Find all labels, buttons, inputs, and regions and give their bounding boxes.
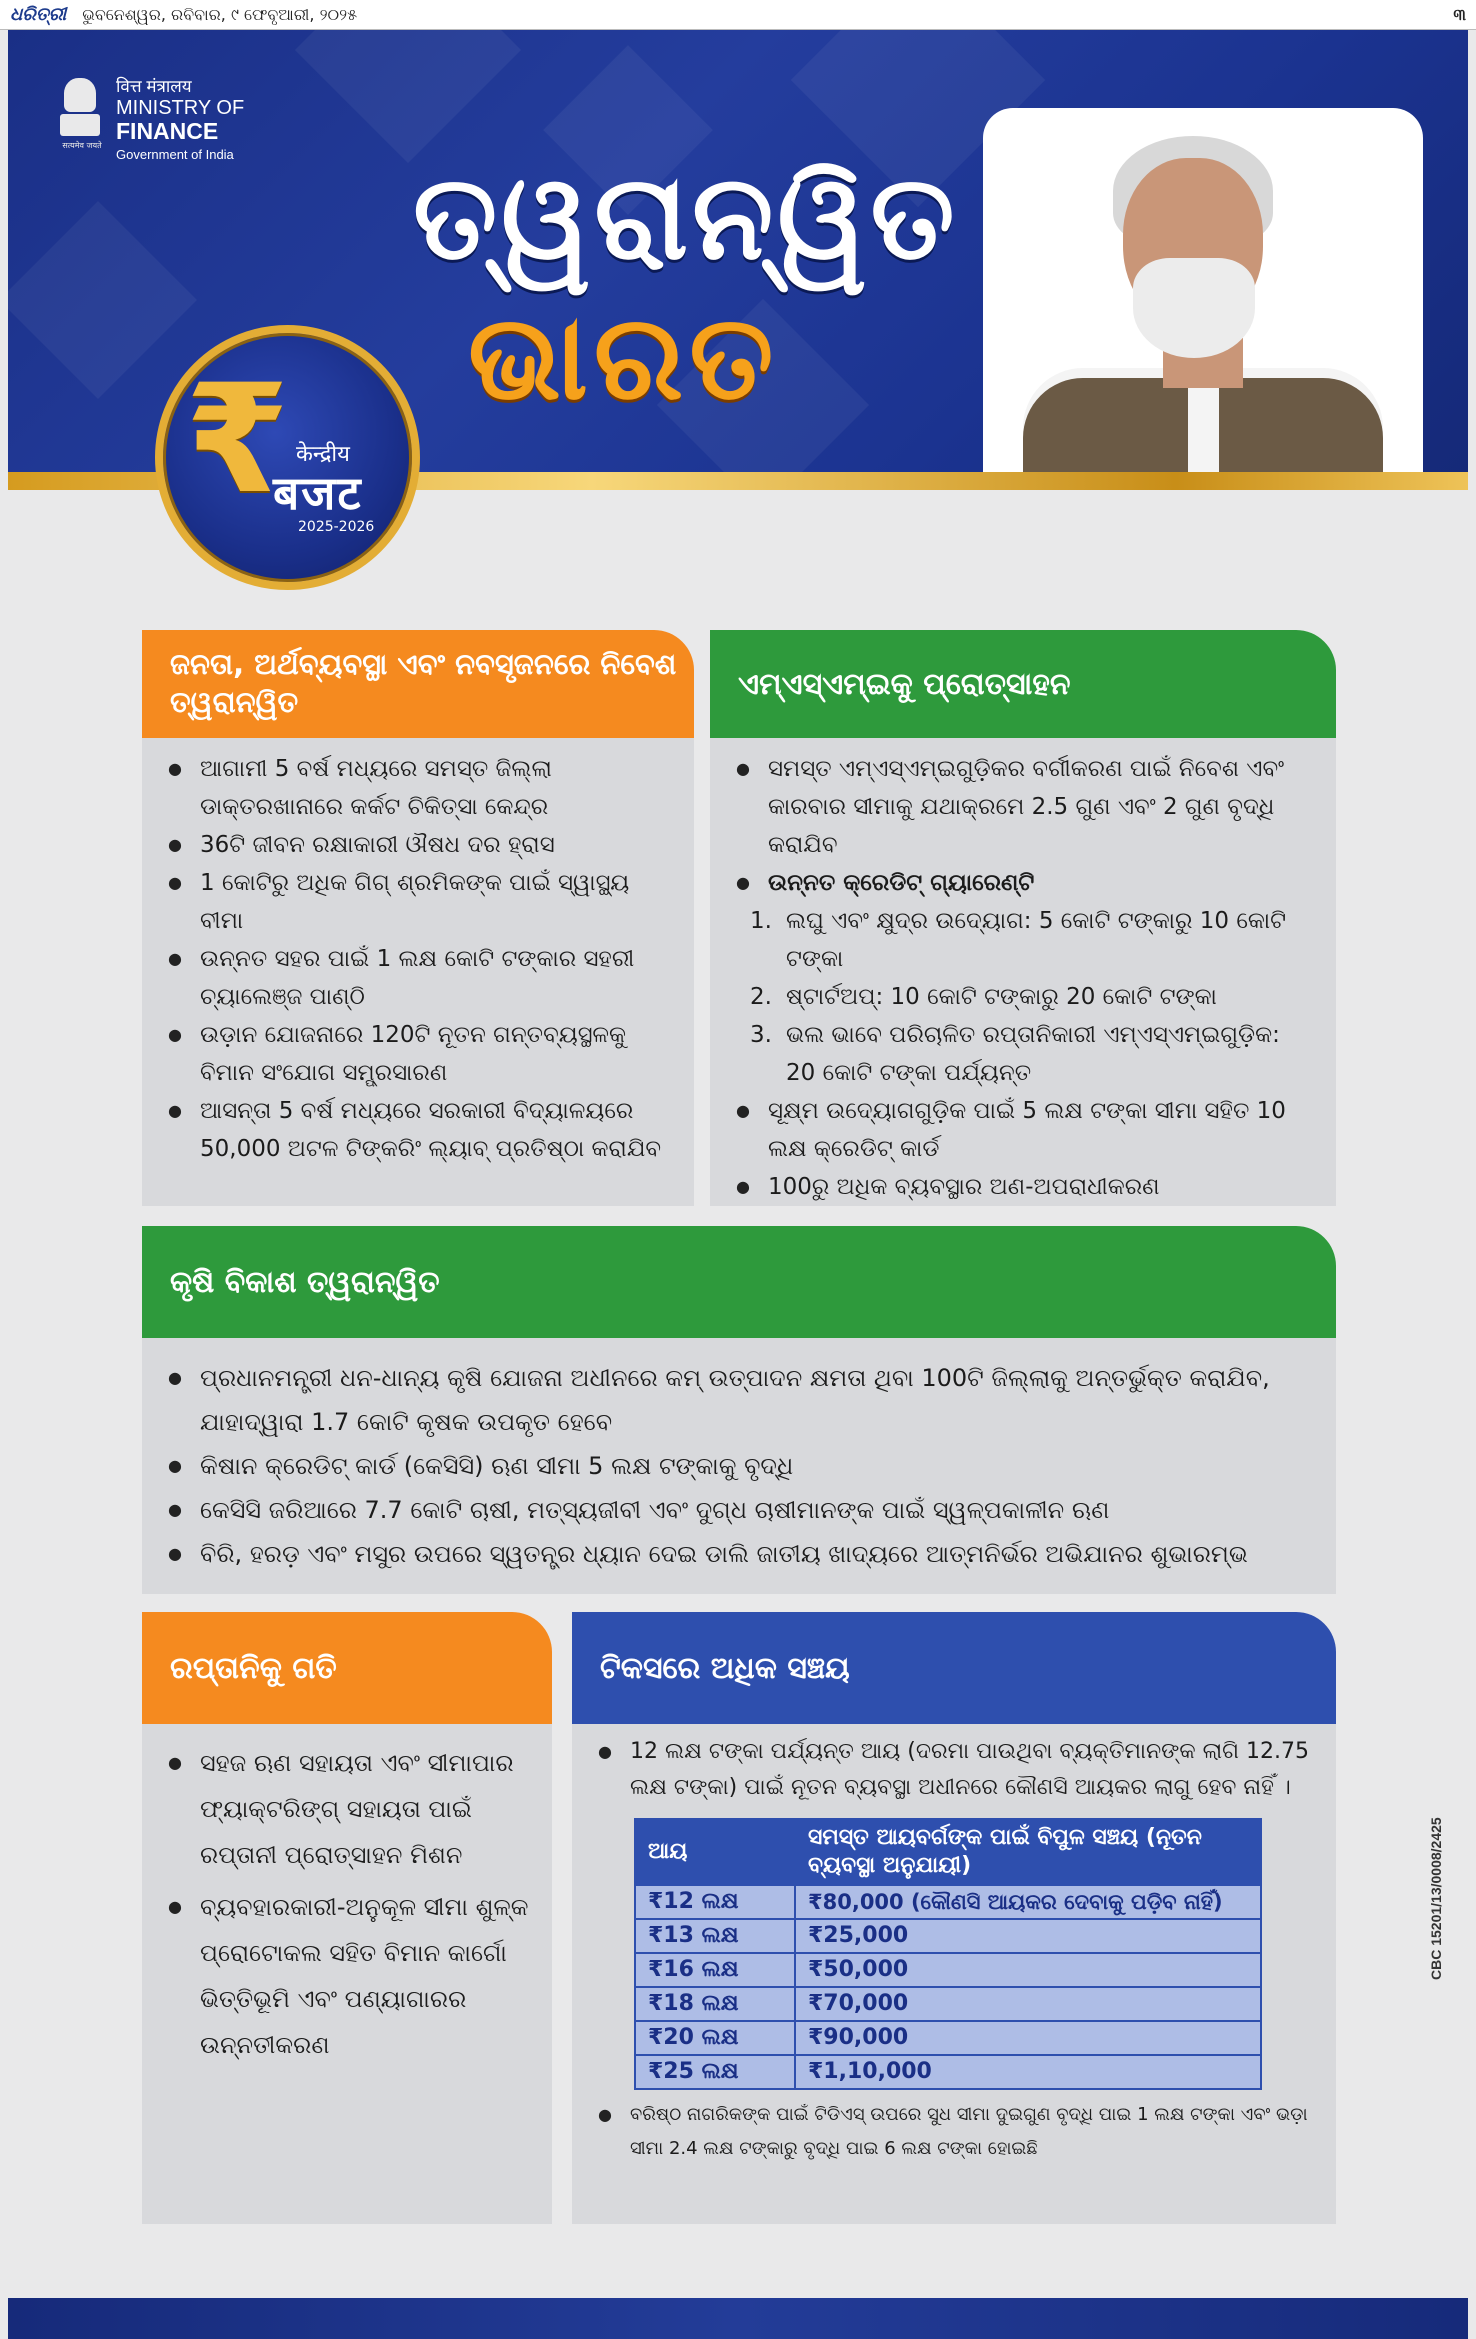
section-tax [572, 1612, 1336, 2224]
section-agri-heading: କୃଷି ବିକାଶ ତ୍ୱରାନ୍ୱିତ [142, 1226, 1336, 1338]
bottom-band [8, 2298, 1468, 2339]
bg-tile [8, 201, 197, 399]
list-item: ● ଆସନ୍ତା 5 ବର୍ଷ ମଧ୍ୟରେ ସରକାରୀ ବିଦ୍ୟାଳୟରେ 50,000 ଅଟଳ ଟିଙ୍କରିଂ ଲ୍ୟାବ୍ ପ୍ରତିଷ୍ଠା କରାଯିବ [164, 1092, 672, 1168]
table-row: ₹20 ଲକ୍ଷ ₹90,000 [635, 2021, 1261, 2055]
list-item: ● 1 କୋଟିରୁ ଅଧିକ ଗିଗ୍ ଶ୍ରମିକଙ୍କ ପାଇଁ ସ୍ୱାସ୍ଥ୍ୟ ବୀମା [164, 864, 672, 940]
list-item: 2. ଷ୍ଟାର୍ଟଅପ୍: 10 କୋଟି ଟଙ୍କାରୁ 20 କୋଟି ଟଙ୍କା [750, 984, 1217, 1010]
list-item: ● ଉଡ଼ାନ ଯୋଜନାରେ 120ଟି ନୂତନ ଗନ୍ତବ୍ୟସ୍ଥଳକୁ ବିମାନ ସଂଯୋଗ ସମ୍ପ୍ରସାରଣ [164, 1016, 672, 1092]
page-number: ୩ [1453, 4, 1466, 24]
ministry-logo [58, 78, 244, 162]
list-item: ● ପ୍ରଧାନମନ୍ତ୍ରୀ ଧନ-ଧାନ୍ୟ କୃଷି ଯୋଜନା ଅଧୀନରେ କମ୍ ଉତ୍ପାଦନ କ୍ଷମତା ଥିବା 100ଟି ଜିଲ୍ଲାକୁ ଅନ୍ତର୍ଭୁକ୍ତ କରାଯିବ, ଯାହାଦ୍ୱାରା 1.7 କୋଟି କୃଷକ ଉପକୃତ ହେବେ [164, 1356, 1314, 1444]
agri-list [164, 1356, 1314, 1576]
list-item: ● ଉନ୍ନତ ସହର ପାଇଁ 1 ଲକ୍ଷ କୋଟି ଟଙ୍କାର ସହରୀ ଚ୍ୟାଲେଞ୍ଜ ପାଣ୍ଠି [164, 940, 672, 1016]
list-item: ● କେସିସି ଜରିଆରେ 7.7 କୋଟି ଚାଷୀ, ମତ୍ସ୍ୟଜୀବୀ ଏବଂ ଦୁଗ୍ଧ ଚାଷୀମାନଙ୍କ ପାଇଁ ସ୍ୱଳ୍ପକାଳୀନ ଋଣ [164, 1488, 1314, 1532]
list-item: ● ଆଗାମୀ 5 ବର୍ଷ ମଧ୍ୟରେ ସମସ୍ତ ଜିଲ୍ଲା ଡାକ୍ତରଖାନାରେ କର୍କଟ ଚିକିତ୍ସା କେନ୍ଦ୍ର [164, 750, 672, 826]
list-item: ● ସୂକ୍ଷ୍ମ ଉଦ୍ୟୋଗଗୁଡ଼ିକ ପାଇଁ 5 ଲକ୍ଷ ଟଙ୍କା ସୀମା ସହିତ 10 ଲକ୍ଷ କ୍ରେଡିଟ୍ କାର୍ଡ [732, 1092, 1314, 1168]
budget-badge [155, 325, 420, 590]
bg-tile [295, 30, 521, 163]
investment-list [164, 750, 672, 1168]
ministry-line1: MINISTRY OF [116, 96, 245, 119]
list-item: 1. ଲଘୁ ଏବଂ କ୍ଷୁଦ୍ର ଉଦ୍ୟୋଗ: 5 କୋଟି ଟଙ୍କାରୁ 10 କୋଟି ଟଙ୍କା [750, 908, 1287, 972]
list-item: ● ସମସ୍ତ ଏମ୍ଏସ୍ଏମ୍ଇଗୁଡ଼ିକର ବର୍ଗୀକରଣ ପାଇଁ ନିବେଶ ଏବଂ କାରବାର ସୀମାକୁ ଯଥାକ୍ରମେ 2.5 ଗୁଣ ଏବଂ 2 ଗୁଣ ବୃଦ୍ଧି କରାଯିବ [732, 750, 1314, 864]
table-row: ₹25 ଲକ୍ଷ ₹1,10,000 [635, 2055, 1261, 2089]
list-item: 3. ଭଲ ଭାବେ ପରିଚାଳିତ ରପ୍ତାନିକାରୀ ଏମ୍ଏସ୍ଏମ୍ଇଗୁଡ଼ିକ: 20 କୋଟି ଟଙ୍କା ପର୍ଯ୍ୟନ୍ତ [750, 1022, 1280, 1086]
section-tax-heading: ଟିକସରେ ଅଧିକ ସଞ୍ଚୟ [572, 1612, 1336, 1724]
tax-savings-table [634, 1818, 1262, 2090]
pm-portrait [983, 88, 1423, 478]
section-investment [142, 630, 694, 1206]
cbc-code: CBC 15201/13/0008/2425 [1428, 1817, 1444, 1980]
list-item: ● ସହଜ ଋଣ ସହାୟତା ଏବଂ ସୀମାପାର ଫ୍ୟାକ୍ଟରିଙ୍ଗ୍ ସହାୟତା ପାଇଁ ରପ୍ତାନୀ ପ୍ରୋତ୍ସାହନ ମିଶନ [164, 1740, 530, 1878]
list-item: ● 36ଟି ଜୀବନ ରକ୍ଷାକାରୀ ଔଷଧ ଦର ହ୍ରାସ [164, 826, 672, 864]
list-item: ● ବ୍ୟବହାରକାରୀ-ଅନୁକୂଳ ସୀମା ଶୁଳ୍କ ପ୍ରୋଟୋକଲ ସହିତ ବିମାନ କାର୍ଗୋ ଭିତ୍ତିଭୂମି ଏବଂ ପଣ୍ୟାଗାରର ଉନ୍ନତୀକରଣ [164, 1884, 530, 2068]
list-item: ● ବିରି, ହରଡ଼ ଏବଂ ମସୁର ଉପରେ ସ୍ୱତନ୍ତ୍ର ଧ୍ୟାନ ଦେଇ ଡାଲି ଜାତୀୟ ଖାଦ୍ୟରେ ଆତ୍ମନିର୍ଭର ଅଭିଯାନର ଶୁଭାରମ୍ଭ [164, 1532, 1314, 1576]
table-header-income: ଆୟ [635, 1819, 795, 1885]
section-export-heading: ରପ୍ତାନିକୁ ଗତି [142, 1612, 552, 1724]
ministry-line2: FINANCE [116, 117, 219, 144]
section-export [142, 1612, 552, 2224]
national-emblem-icon: सत्यमेव जयते [58, 78, 102, 160]
badge-kendriya: केन्द्रीय [296, 442, 350, 467]
section-investment-heading: ଜନତା, ଅର୍ଥବ୍ୟବସ୍ଥା ଏବଂ ନବସୃଜନରେ ନିବେଶ ତ୍ୱରାନ୍ୱିତ [142, 630, 694, 738]
credit-guarantee-list [732, 902, 1314, 1092]
section-msme [710, 630, 1336, 1206]
newspaper-dateline: ଭୁବନେଶ୍ୱର, ରବିବାର, ୯ ଫେବୃଆରୀ, ୨୦୨୫ [82, 4, 358, 24]
table-row: ₹13 ଲକ୍ଷ ₹25,000 [635, 1919, 1261, 1953]
tax-intro: ● 12 ଲକ୍ଷ ଟଙ୍କା ପର୍ଯ୍ୟନ୍ତ ଆୟ (ଦରମା ପାଉଥିବା ବ୍ୟକ୍ତିମାନଙ୍କ ଲାଗି 12.75 ଲକ୍ଷ ଟଙ୍କା) ପାଇଁ ନୂତନ ବ୍ୟବସ୍ଥା ଅଧୀନରେ କୌଣସି ଆୟକର ଲାଗୁ ହେବ ନାହିଁ । [594, 1734, 1314, 1806]
newspaper-logo: ଧରିତ୍ରୀ [10, 4, 67, 25]
list-item: ● 100ରୁ ଅଧିକ ବ୍ୟବସ୍ଥାର ଅଣ-ଅପରାଧୀକରଣ [732, 1168, 1314, 1206]
section-msme-heading: ଏମ୍ଏସ୍ଏମ୍ଇକୁ ପ୍ରୋତ୍ସାହନ [710, 630, 1336, 738]
badge-year: 2025-2026 [298, 519, 375, 535]
hero-title-line1: ତ୍ୱରାନ୍ୱିତ [413, 148, 959, 286]
credit-guarantee-subheading: ● ଉନ୍ନତ କ୍ରେଡିଟ୍ ଗ୍ୟାରେଣ୍ଟି [732, 864, 1314, 902]
section-agri [142, 1226, 1336, 1594]
table-header-saving: ସମସ୍ତ ଆୟବର୍ଗଙ୍କ ପାଇଁ ବିପୁଳ ସଞ୍ଚୟ (ନୂତନ ବ୍ୟବସ୍ଥା ଅନୁଯାୟୀ) [795, 1819, 1261, 1885]
rupee-icon: ₹ [185, 353, 290, 527]
ministry-line3: Government of India [116, 146, 234, 162]
newspaper-header [0, 0, 1476, 30]
export-list [164, 1740, 530, 2068]
table-row: ₹16 ଲକ୍ଷ ₹50,000 [635, 1953, 1261, 1987]
table-row: ₹18 ଲକ୍ଷ ₹70,000 [635, 1987, 1261, 2021]
table-row: ₹12 ଲକ୍ଷ ₹80,000 (କୌଣସି ଆୟକର ଦେବାକୁ ପଡ଼ିବ ନାହିଁ) [635, 1885, 1261, 1919]
tax-note: ● ବରିଷ୍ଠ ନାଗରିକଙ୍କ ପାଇଁ ଟିଡିଏସ୍ ଉପରେ ସୁଧ ସୀମା ଦୁଇଗୁଣ ବୃଦ୍ଧି ପାଇ 1 ଲକ୍ଷ ଟଙ୍କା ଏବଂ ଭଡ଼ା ସୀମା 2.4 ଲକ୍ଷ ଟଙ୍କାରୁ ବୃଦ୍ଧି ପାଇ 6 ଲକ୍ଷ ଟଙ୍କା ହୋଇଛି [594, 2098, 1314, 2166]
list-item: ● କିଷାନ କ୍ରେଡିଟ୍ କାର୍ଡ (କେସିସି) ଋଣ ସୀମା 5 ଲକ୍ଷ ଟଙ୍କାକୁ ବୃଦ୍ଧି [164, 1444, 1314, 1488]
ministry-hindi: वित्त मंत्रालय [116, 77, 192, 96]
badge-bajat: बजट [273, 466, 363, 520]
hero-title-line2: ଭାରତ [468, 288, 780, 426]
